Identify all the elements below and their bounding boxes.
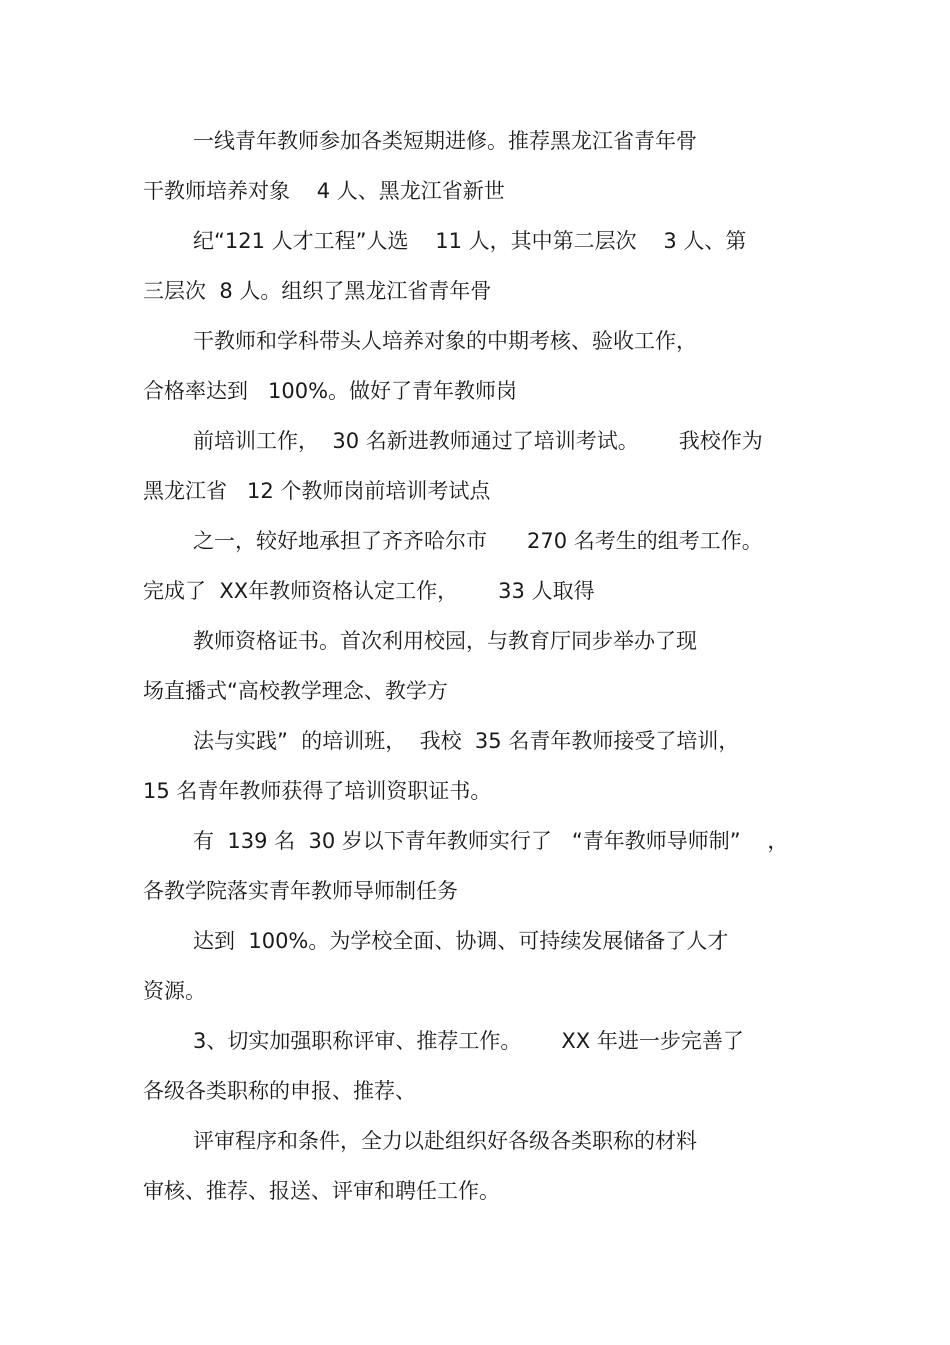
- text-line: 评审程序和条件，全力以赴组织好各级各类职称的材料: [193, 1129, 697, 1153]
- text-line: 法与实践” 的培训班， 我校 35 名青年教师接受了培训，: [193, 729, 740, 753]
- text-line: 资源。: [143, 979, 206, 1003]
- text-line: 前培训工作， 30 名新进教师通过了培训考试。 我校作为: [193, 429, 763, 453]
- text-line: 达到 100%。为学校全面、协调、可持续发展储备了人才: [193, 929, 729, 953]
- text-line: 纪“121 人才工程”人选 11 人，其中第二层次 3 人、第: [193, 229, 747, 253]
- text-line: 合格率达到 100%。做好了青年教师岗: [143, 379, 518, 403]
- text-line: 干教师培养对象 4 人、黑龙江省新世: [143, 179, 505, 203]
- text-line: 之一，较好地承担了齐齐哈尔市 270 名考生的组考工作。: [193, 529, 763, 553]
- text-line: 3、切实加强职称评审、推荐工作。 XX 年进一步完善了: [193, 1029, 744, 1053]
- text-line: 场直播式“高校教学理念、教学方: [143, 679, 448, 703]
- text-line: 有 139 名 30 岁以下青年教师实行了 “青年教师导师制” ，: [193, 829, 789, 853]
- text-line: 黑龙江省 12 个教师岗前培训考试点: [143, 479, 491, 503]
- text-line: 三层次 8 人。组织了黑龙江省青年骨: [143, 279, 492, 303]
- text-line: 完成了 XX年教师资格认定工作， 33 人取得: [143, 579, 595, 603]
- text-line: 15 名青年教师获得了培训资职证书。: [143, 779, 492, 803]
- text-line: 一线青年教师参加各类短期进修。推荐黑龙江省青年骨: [193, 129, 697, 153]
- text-line: 审核、推荐、报送、评审和聘任工作。: [143, 1179, 500, 1203]
- text-line: 教师资格证书。首次利用校园，与教育厅同步举办了现: [193, 629, 697, 653]
- text-line: 各级各类职称的申报、推荐、: [143, 1079, 416, 1103]
- text-line: 干教师和学科带头人培养对象的中期考核、验收工作，: [193, 329, 697, 353]
- text-line: 各教学院落实青年教师导师制任务: [143, 879, 458, 903]
